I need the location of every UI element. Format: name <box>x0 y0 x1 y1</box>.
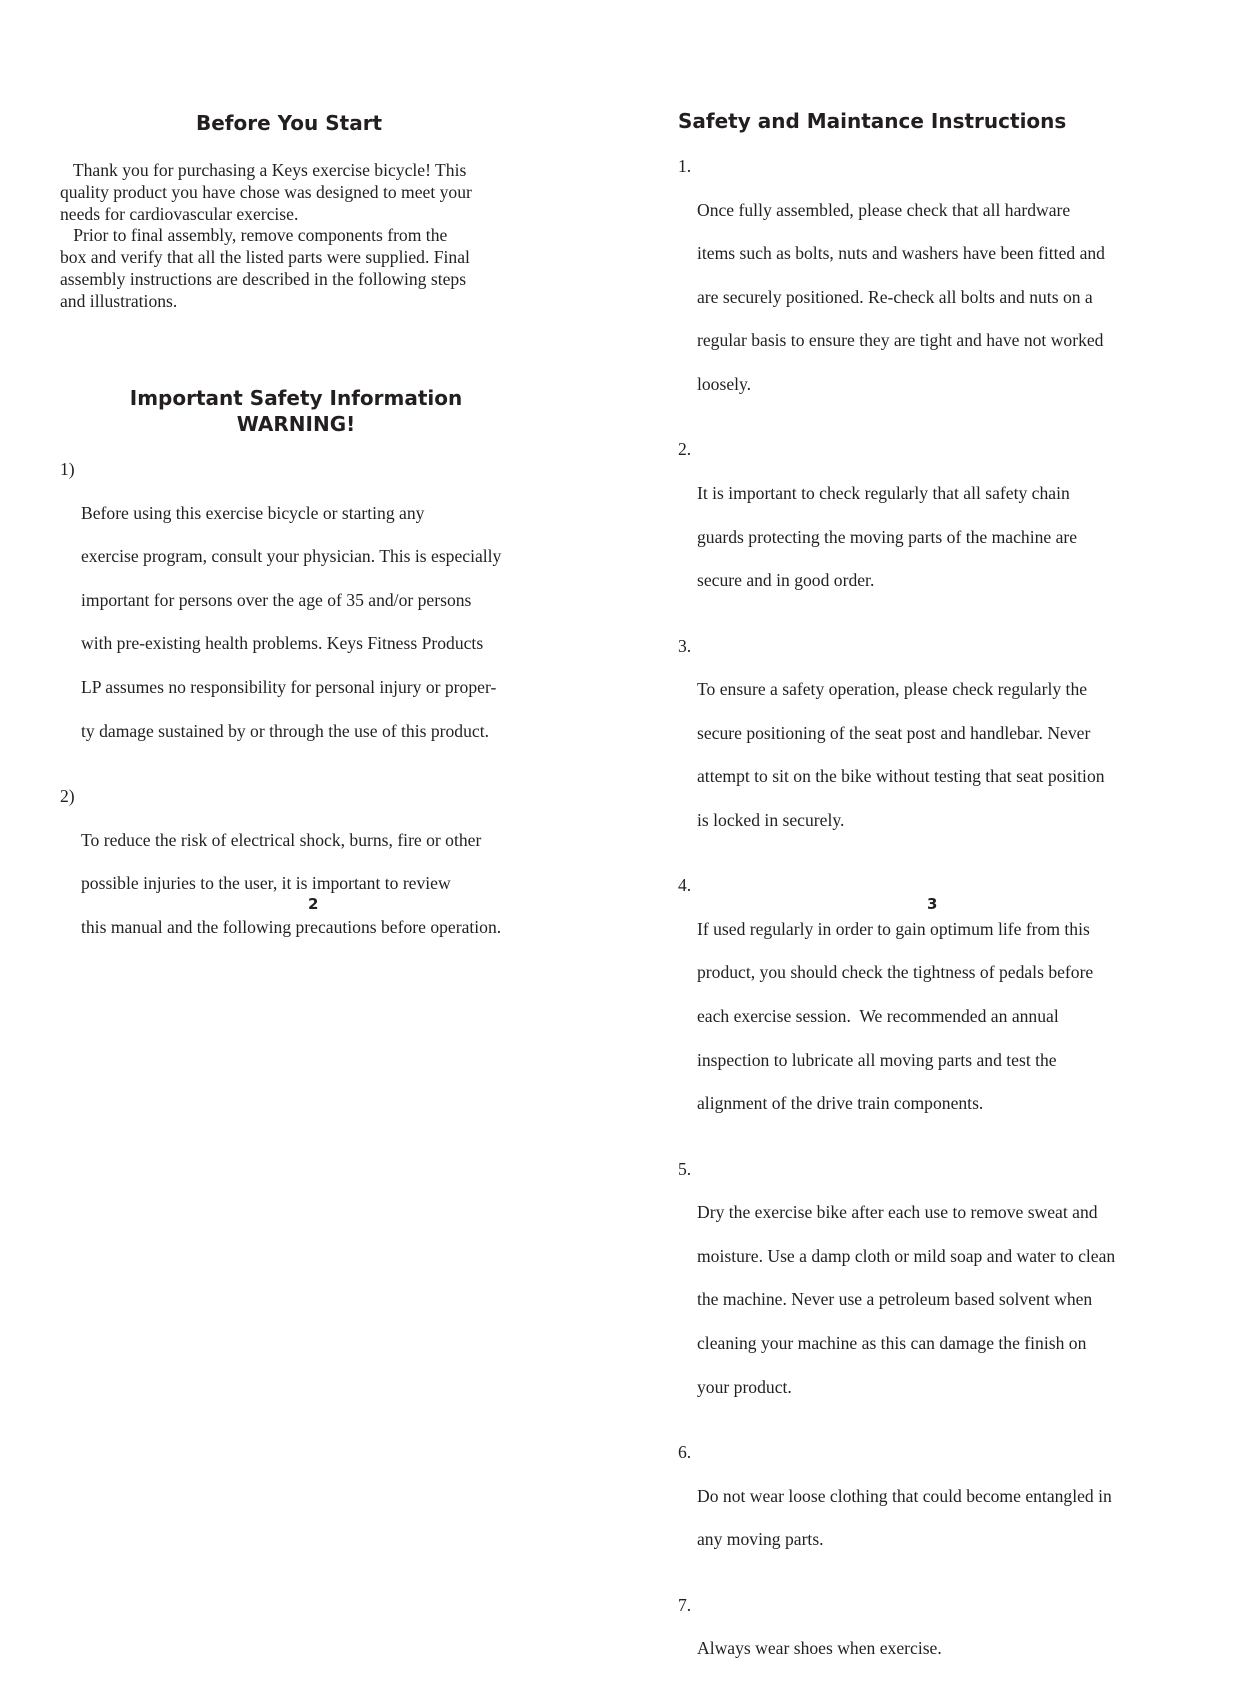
list-line: possible injuries to the user, it is important to review <box>81 873 451 894</box>
list-line: To reduce the risk of electrical shock, burns, fire or other <box>81 829 482 850</box>
list-line: If used regularly in order to gain optimum life from this <box>697 918 1090 939</box>
list-line: important for persons over the age of 35 and/or persons <box>81 589 472 610</box>
safety-maintenance-heading: Safety and Maintance Instructions <box>678 109 1067 133</box>
list-line: ty damage sustained by or through the use of this product. <box>81 720 489 741</box>
intro-line: Prior to final assembly, remove components from the <box>60 225 448 246</box>
list-line: loosely. <box>697 373 752 394</box>
list-line: the machine. Never use a petroleum based solvent when <box>697 1289 1093 1310</box>
intro-line: box and verify that all the listed parts were supplied. Final <box>60 247 470 268</box>
intro-line: and illustrations. <box>60 290 178 311</box>
maintenance-item-5 <box>678 1159 1115 1421</box>
maintenance-item-6 <box>678 1442 1115 1573</box>
page-number: 3 <box>927 895 938 913</box>
maintenance-item-4 <box>678 875 1115 1137</box>
list-line: product, you should check the tightness of pedals before <box>697 962 1094 983</box>
list-line: your product. <box>697 1376 792 1397</box>
maintenance-item-7 <box>678 1595 1115 1682</box>
list-marker: 7. <box>678 1594 692 1615</box>
list-line: this manual and the following precautions before operation. <box>81 916 502 937</box>
list-line: items such as bolts, nuts and washers have been fitted and <box>697 243 1105 264</box>
list-line: To ensure a safety operation, please check regularly the <box>697 679 1088 700</box>
list-marker: 6. <box>678 1442 692 1463</box>
list-line: LP assumes no responsibility for personal injury or proper- <box>81 676 497 697</box>
maintenance-list <box>678 156 1115 1682</box>
list-marker: 3. <box>678 635 692 656</box>
list-line: alignment of the drive train components. <box>697 1093 984 1114</box>
safety-heading-block <box>60 385 532 437</box>
list-line: are securely positioned. Re-check all bolts and nuts on a <box>697 286 1093 307</box>
list-line: regular basis to ensure they are tight and have not worked <box>697 330 1104 351</box>
intro-paragraph <box>60 160 472 313</box>
list-line: It is important to check regularly that all safety chain <box>697 482 1070 503</box>
list-line: exercise program, consult your physician. This is especially <box>81 546 502 567</box>
maintenance-item-3 <box>678 636 1115 854</box>
list-line: cleaning your machine as this can damage the finish on <box>697 1333 1087 1354</box>
list-line: Do not wear loose clothing that could become entangled in <box>697 1485 1112 1506</box>
list-line: each exercise session. We recommended an annual <box>697 1006 1059 1027</box>
list-marker: 1. <box>678 156 692 176</box>
list-line: any moving parts. <box>697 1529 824 1550</box>
list-marker: 5. <box>678 1158 692 1179</box>
list-line: moisture. Use a damp cloth or mild soap and water to clean <box>697 1245 1116 1266</box>
before-you-start-heading: Before You Start <box>196 111 383 135</box>
list-line: inspection to lubricate all moving parts and test the <box>697 1049 1057 1070</box>
intro-line: assembly instructions are described in the following steps <box>60 268 467 289</box>
important-safety-heading: Important Safety Information <box>129 386 463 410</box>
list-line: with pre-existing health problems. Keys Fitness Products <box>81 633 484 654</box>
list-line: guards protecting the moving parts of the machine are <box>697 526 1078 547</box>
list-line: Once fully assembled, please check that all hardware <box>697 199 1071 220</box>
list-line: Always wear shoes when exercise. <box>697 1638 942 1659</box>
list-line: secure positioning of the seat post and handlebar. Never <box>697 722 1091 743</box>
intro-line: Thank you for purchasing a Keys exercise bicycle! This <box>60 160 467 180</box>
list-marker: 2. <box>678 439 692 460</box>
warning-heading: WARNING! <box>236 412 356 436</box>
left-page <box>0 0 617 954</box>
list-marker: 1) <box>60 459 75 479</box>
warning-item-1 <box>60 459 501 764</box>
list-line: attempt to sit on the bike without testing that seat position <box>697 766 1105 787</box>
page-number: 2 <box>308 895 319 913</box>
list-line: Dry the exercise bike after each use to remove sweat and <box>697 1202 1098 1223</box>
maintenance-item-1 <box>678 156 1115 418</box>
right-page <box>617 0 1235 1659</box>
list-marker: 4. <box>678 875 692 896</box>
maintenance-item-2 <box>678 439 1115 613</box>
list-line: secure and in good order. <box>697 570 875 591</box>
intro-line: needs for cardiovascular exercise. <box>60 203 299 224</box>
list-line: is locked in securely. <box>697 809 845 830</box>
intro-line: quality product you have chose was designed to meet your <box>60 181 472 202</box>
warning-list <box>60 459 501 960</box>
warning-item-2 <box>60 786 501 960</box>
list-marker: 2) <box>60 785 75 806</box>
list-line: Before using this exercise bicycle or starting any <box>81 502 425 523</box>
